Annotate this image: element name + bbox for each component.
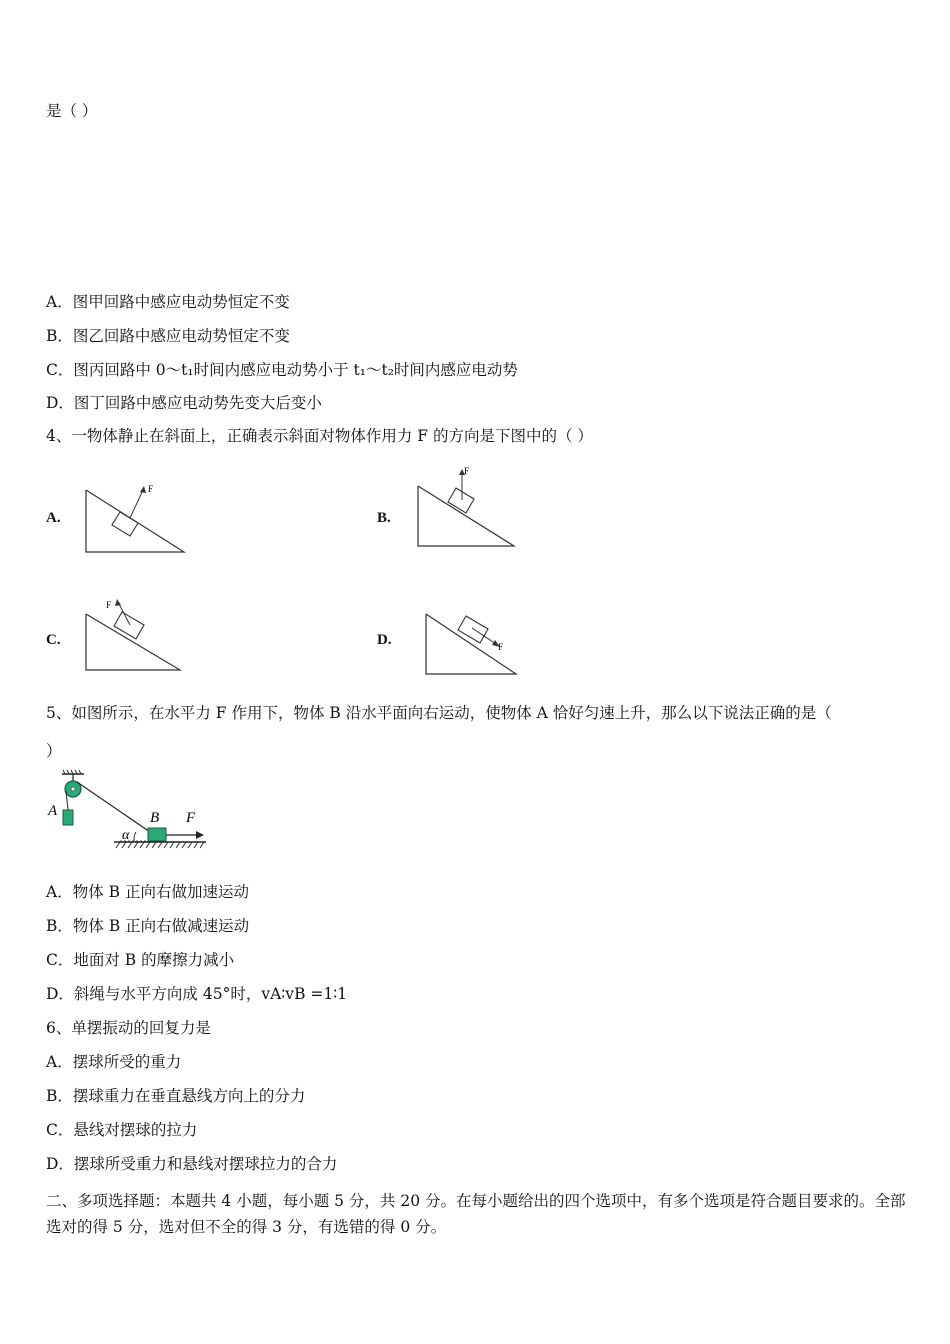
q4-figure-a xyxy=(82,478,192,558)
q5-figure xyxy=(44,768,214,856)
q5-option-a: A．物体 B 正向右做加速运动 xyxy=(46,883,249,901)
q5-label-f: F xyxy=(186,810,196,826)
q5-label-a: A xyxy=(48,803,58,819)
q4-option-d-label: D. xyxy=(377,632,392,648)
q6-option-c: C．悬线对摆球的拉力 xyxy=(46,1121,198,1139)
q5-stem-line2: ） xyxy=(46,742,62,760)
q4-option-b-label: B. xyxy=(377,510,391,526)
q4-c-force-label: F xyxy=(106,600,112,610)
q5-option-d: D．斜绳与水平方向成 45°时，vA∶vB =1∶1 xyxy=(46,985,348,1003)
q4-b-force-label: F xyxy=(464,466,470,476)
q3-option-d: D．图丁回路中感应电动势先变大后变小 xyxy=(46,394,322,412)
q6-option-b: B．摆球重力在垂直悬线方向上的分力 xyxy=(46,1087,306,1105)
q4-figure-c xyxy=(82,594,192,676)
q5-option-b: B．物体 B 正向右做减速运动 xyxy=(46,917,250,935)
q5-option-c: C．地面对 B 的摩擦力减小 xyxy=(46,951,235,969)
q5-stem-line1: 5、如图所示，在水平力 F 作用下，物体 B 沿水平面向右运动，使物体 A 恰好匀速上升，那么以下说法正确的是（ xyxy=(46,704,832,722)
q3-option-a: A．图甲回路中感应电动势恒定不变 xyxy=(46,293,290,311)
q5-label-b: B xyxy=(150,810,160,826)
q3-stem-tail: 是（ ） xyxy=(46,102,98,120)
q4-option-a-label: A. xyxy=(46,510,61,526)
q6-stem: 6、单摆振动的回复力是 xyxy=(46,1019,211,1037)
q4-figure-b xyxy=(412,462,522,554)
q4-option-c-label: C. xyxy=(46,632,61,648)
q5-label-alpha: α xyxy=(122,828,130,843)
q4-a-force-label: F xyxy=(148,484,154,494)
section2-instructions: 二、多项选择题：本题共 4 小题，每小题 5 分，共 20 分。在每小题给出的四个选项中，有多个选项是符合题目要求的。全部选对的得 5 分，选对但不全的得 3 分，有选错的得 0 分。 xyxy=(46,1192,906,1236)
q4-figure-d xyxy=(420,604,530,680)
q6-option-a: A．摆球所受的重力 xyxy=(46,1053,182,1071)
q3-option-b: B．图乙回路中感应电动势恒定不变 xyxy=(46,327,290,345)
q4-d-force-label: F xyxy=(498,642,504,652)
q6-option-d: D．摆球所受重力和悬线对摆球拉力的合力 xyxy=(46,1155,338,1173)
q3-option-c: C．图丙回路中 0～t₁时间内感应电动势小于 t₁～t₂时间内感应电动势 xyxy=(46,361,518,379)
q4-stem: 4、一物体静止在斜面上，正确表示斜面对物体作用力 F 的方向是下图中的（ ） xyxy=(46,427,593,445)
